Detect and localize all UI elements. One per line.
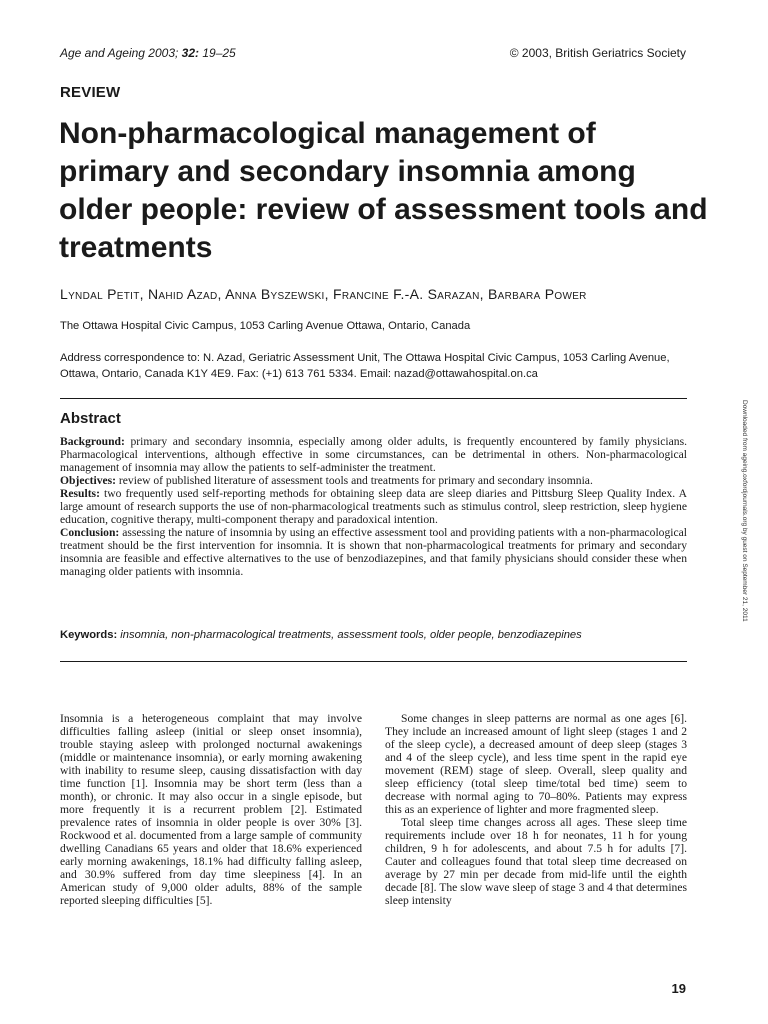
- author-list: Lyndal Petit, Nahid Azad, Anna Byszewski, Francine F.-A. Sarazan, Barbara Power: [60, 286, 587, 302]
- page-number: 19: [671, 981, 686, 996]
- keywords-value: insomnia, non-pharmacological treatments, assessment tools, older people, benzodiazepines: [117, 629, 582, 641]
- abstract-objectives-text: review of published literature of assessment tools and treatments for primary and secondary insomnia.: [116, 474, 593, 487]
- journal-pages: 19–25: [199, 46, 236, 60]
- section-label: REVIEW: [60, 84, 121, 101]
- running-head-copyright: © 2003, British Geriatrics Society: [509, 46, 686, 60]
- affiliation: The Ottawa Hospital Civic Campus, 1053 Carling Avenue Ottawa, Ontario, Canada: [60, 320, 471, 332]
- keywords-label: Keywords:: [60, 629, 118, 641]
- body-left-column: [60, 712, 362, 907]
- abstract-conclusion-text: assessing the nature of insomnia by using an effective assessment tool and providing patients with a non-pharmacological treatment should be the first intervention for insomnia. It is shown that non-pharmacological treatments for primary and secondary insomnia are feasible and effective alternatives to the use of benzodiazepines, and that family physicians should consider these when managing older patients with insomnia.: [60, 526, 687, 578]
- abstract-conclusion: [60, 526, 687, 578]
- journal-volume: 32:: [181, 46, 200, 60]
- abstract-background: [60, 435, 687, 474]
- running-head-journal: [60, 46, 236, 60]
- download-watermark: Downloaded from ageing.oxfordjournals.org by guest on September 21, 2011: [741, 400, 748, 622]
- abstract-bottom-rule: [60, 661, 687, 662]
- body-paragraph: Total sleep time changes across all ages. These sleep time requirements include over 18 h for neonates, 11 h for young children, 9 h for adolescents, and about 7.5 h for adults [7]. Cauter and colleagues found that total sleep time decreased on average by 27 min per decade from mid-life until the eighth decade [8]. The slow wave sleep of stage 3 and 4 that determines sleep intensity: [385, 816, 687, 907]
- journal-name: Age and Ageing 2003;: [60, 46, 179, 60]
- body-paragraph: Some changes in sleep patterns are normal as one ages [6]. They include an increased amount of light sleep (stages 1 and 2 of the sleep cycle), a decreased amount of deep sleep (stages 3 and 4 of the sleep cycle), and less time spent in the rapid eye movement (REM) stage of sleep. Overall, sleep quality and sleep efficiency (total sleep time/total bed time) seem to decrease with normal aging to 70–80%. Patients may express this as an experience of lighter and more fragmented sleep.: [385, 712, 687, 816]
- abstract-body: [60, 435, 687, 578]
- abstract-results-label: Results:: [60, 487, 100, 500]
- body-right-column: [385, 712, 687, 907]
- correspondence-address: Address correspondence to: N. Azad, Geriatric Assessment Unit, The Ottawa Hospital Civic Campus, 1053 Carling Avenue, Ottawa, Ontario, Canada K1Y 4E9. Fax: (+1) 613 761 5334. Email: nazad@ottawahospital.on.ca: [60, 352, 670, 380]
- abstract-results-text: two frequently used self-reporting methods for obtaining sleep data are sleep diaries and Pittsburg Sleep Quality Index. A large amount of research supports the use of non-pharmacological treatments such as stimulus control, sleep restriction, sleep hygiene education, cognitive therapy, multi-component therapy and paradoxical intention.: [60, 487, 687, 526]
- abstract-objectives: [60, 474, 687, 487]
- abstract-top-rule: [60, 398, 687, 399]
- abstract-objectives-label: Objectives:: [60, 474, 117, 487]
- abstract-conclusion-label: Conclusion:: [60, 526, 120, 539]
- article-title: Non-pharmacological management of primary and secondary insomnia among older people: review of assessment tools and treatments: [59, 117, 708, 264]
- body-paragraph: Insomnia is a heterogeneous complaint that may involve difficulties falling asleep (initial or sleep onset insomnia), trouble staying asleep with prolonged nocturnal awakenings (middle or maintenance insomnia), or early morning awakening with inability to resume sleep, causing dissatisfaction with day time function [1]. Insomnia may be short term (less than a month), or chronic. It may also occur in a single episode, but more frequently it is a recurrent problem [2]. Estimated prevalence rates of insomnia in older people is over 30% [3]. Rockwood et al. documented from a large sample of community dwelling Canadians 65 years and older that 18.6% experienced early morning awakenings, 18.1% had difficulty falling asleep, and 30.9% suffered from day time sleepiness [4]. In an American study of 9,000 older adults, 88% of the sample reported sleeping difficulties [5].: [60, 712, 362, 907]
- abstract-results: [60, 487, 687, 526]
- abstract-background-text: primary and secondary insomnia, especially among older adults, is frequently encountered by family physicians. Pharmacological interventions, although effective in some circumstances, can be detrimental in others. Non-pharmacological management of insomnia may allow the patients to self-administer the treatment.: [60, 435, 687, 474]
- keywords: [60, 629, 687, 641]
- abstract-background-label: Background:: [60, 435, 125, 448]
- abstract-heading: Abstract: [60, 410, 121, 427]
